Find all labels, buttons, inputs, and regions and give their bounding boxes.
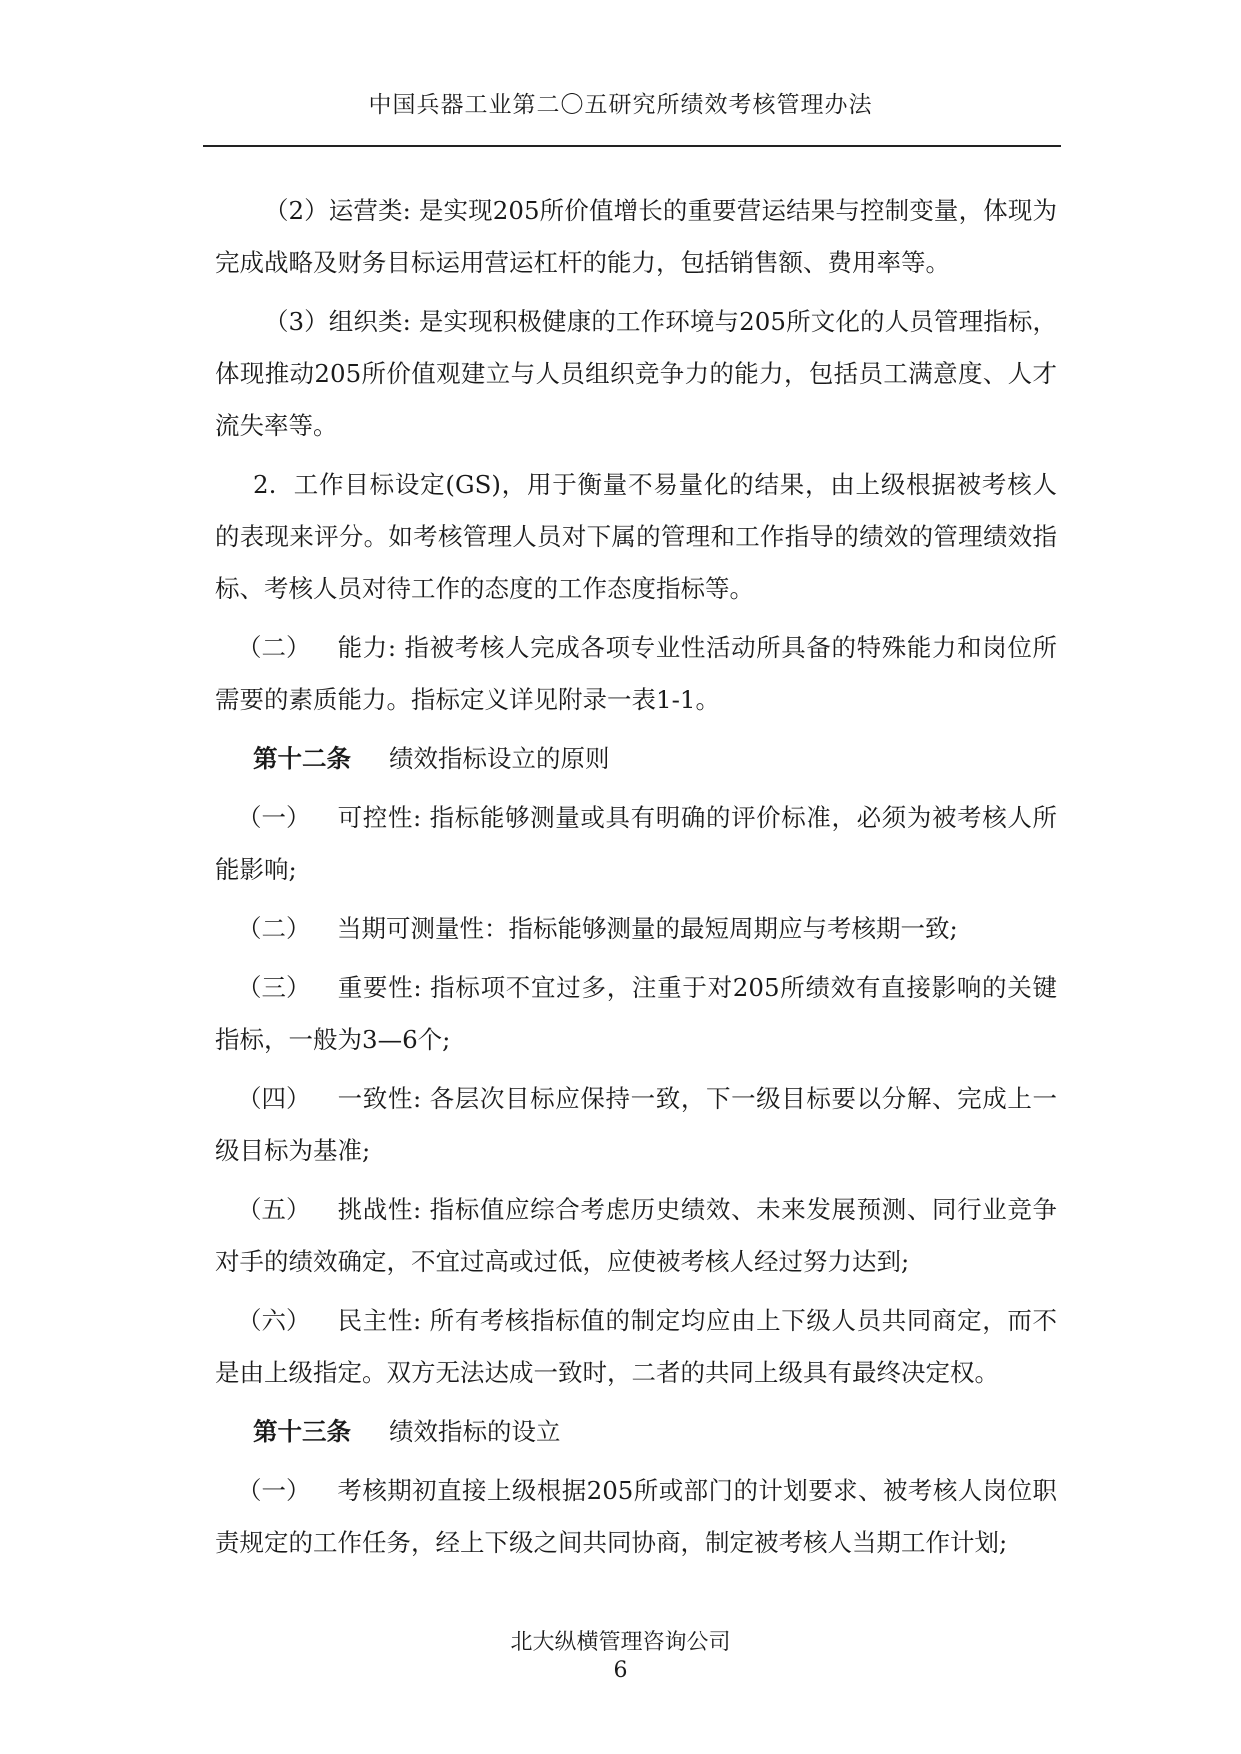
item-marker: （二） xyxy=(237,633,311,662)
paragraph-text: 考核期初直接上级根据205所或部门的计划要求、被考核人岗位职责规定的工作任务，经上下级之间共同协商，制定被考核人当期工作计划; xyxy=(215,1476,1057,1557)
item-marker: （三） xyxy=(237,973,311,1002)
article-13-heading xyxy=(215,1406,1057,1458)
header-divider xyxy=(203,145,1061,147)
item-marker: 2. xyxy=(253,470,277,499)
paragraph-text: 运营类: 是实现205所价值增长的重要营运结果与控制变量，体现为完成战略及财务目标运用营运杠杆的能力，包括销售额、费用率等。 xyxy=(215,196,1057,277)
article-title: 绩效指标设立的原则 xyxy=(389,744,610,773)
paragraph-operations xyxy=(215,185,1057,289)
paragraph-organization xyxy=(215,296,1057,452)
paragraph-controllability xyxy=(215,792,1057,896)
footer-company-name: 北大纵横管理咨询公司 xyxy=(510,1630,731,1655)
article-title: 绩效指标的设立 xyxy=(389,1417,561,1446)
item-marker: （一） xyxy=(237,1476,311,1505)
paragraph-challenge xyxy=(215,1184,1057,1288)
item-marker: （五） xyxy=(237,1195,311,1224)
item-marker: （四） xyxy=(237,1084,311,1113)
article-number: 第十三条 xyxy=(253,1417,351,1446)
item-marker: （六） xyxy=(237,1306,311,1335)
item-marker: （3） xyxy=(264,307,329,336)
document-body xyxy=(215,185,1057,1576)
paragraph-consistency xyxy=(215,1073,1057,1177)
paragraph-ability xyxy=(215,622,1057,726)
article-12-heading xyxy=(215,733,1057,785)
paragraph-text: 当期可测量性：指标能够测量的最短周期应与考核期一致; xyxy=(337,914,958,943)
paragraph-text: 工作目标设定(GS)，用于衡量不易量化的结果，由上级根据被考核人的表现来评分。如考核管理人员对下属的管理和工作指导的绩效的管理绩效指标、考核人员对待工作的态度的工作态度指标等。 xyxy=(215,470,1057,603)
item-marker: （一） xyxy=(237,803,311,832)
article-number: 第十二条 xyxy=(253,744,351,773)
paragraph-indicator-setup xyxy=(215,1465,1057,1569)
paragraph-importance xyxy=(215,962,1057,1066)
paragraph-text: 能力: 指被考核人完成各项专业性活动所具备的特殊能力和岗位所需要的素质能力。指标定义详见附录一表1-1。 xyxy=(215,633,1057,714)
paragraph-democracy xyxy=(215,1295,1057,1399)
paragraph-text: 民主性: 所有考核指标值的制定均应由上下级人员共同商定，而不是由上级指定。双方无法达成一致时，二者的共同上级具有最终决定权。 xyxy=(215,1306,1057,1387)
page-header-title: 中国兵器工业第二〇五研究所绩效考核管理办法 xyxy=(368,92,873,118)
paragraph-text: 重要性: 指标项不宜过多，注重于对205所绩效有直接影响的关键指标，一般为3—6个; xyxy=(215,973,1057,1054)
paragraph-measurability xyxy=(215,903,1057,955)
paragraph-text: 组织类: 是实现积极健康的工作环境与205所文化的人员管理指标，体现推动205所价值观建立与人员组织竞争力的能力，包括员工满意度、人才流失率等。 xyxy=(215,307,1057,440)
page-number: 6 xyxy=(613,1658,628,1683)
paragraph-text: 可控性: 指标能够测量或具有明确的评价标准，必须为被考核人所能影响; xyxy=(215,803,1057,884)
item-marker: （2） xyxy=(264,196,329,225)
paragraph-text: 挑战性: 指标值应综合考虑历史绩效、未来发展预测、同行业竞争对手的绩效确定，不宜过高或过低，应使被考核人经过努力达到; xyxy=(215,1195,1057,1276)
item-marker: （二） xyxy=(237,914,311,943)
paragraph-text: 一致性: 各层次目标应保持一致，下一级目标要以分解、完成上一级目标为基准; xyxy=(215,1084,1057,1165)
paragraph-goal-setting xyxy=(215,459,1057,615)
